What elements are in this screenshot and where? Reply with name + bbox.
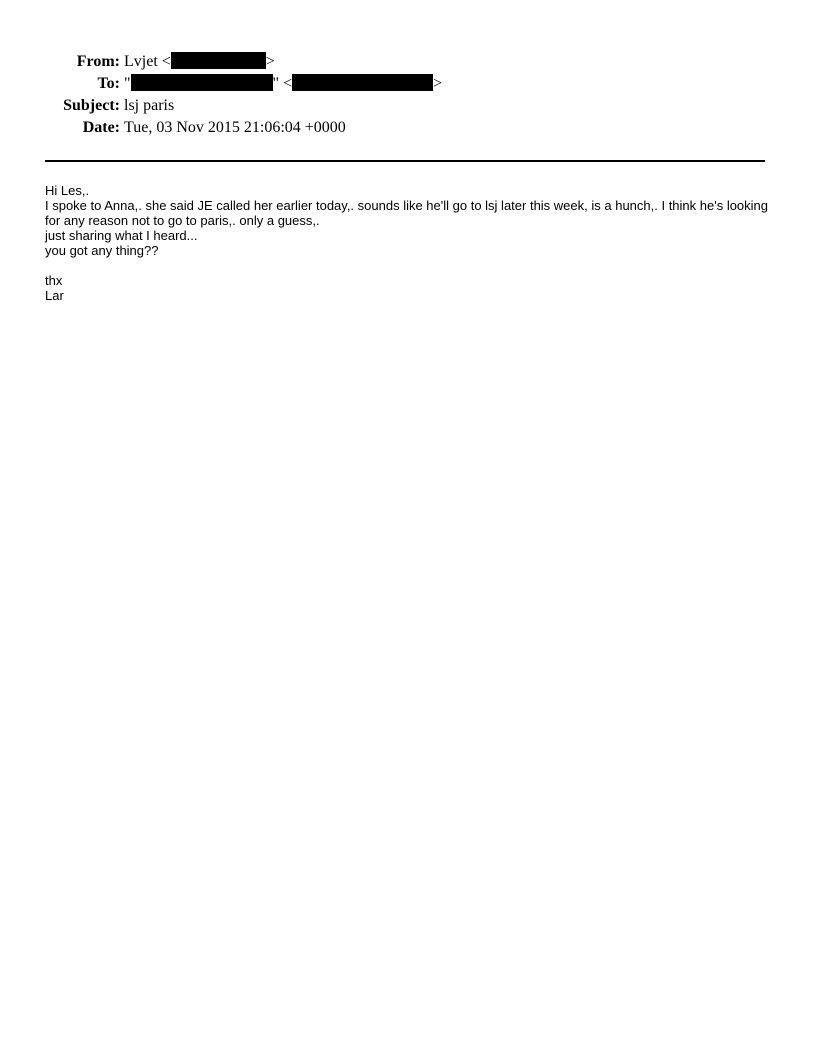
from-name: Lvjet (124, 53, 158, 70)
subject-value: lsj paris (124, 97, 175, 114)
date-row (0, 117, 816, 139)
email-body (45, 183, 775, 303)
to-quote-close: " (272, 75, 280, 92)
subject-row (0, 95, 816, 117)
to-label: To: (97, 75, 120, 92)
body-signature: Lar (45, 288, 64, 303)
header-divider (45, 160, 765, 162)
to-quote-open: " (124, 75, 131, 92)
blank-line (45, 258, 775, 273)
subject-label: Subject: (63, 97, 120, 114)
redaction-box (292, 74, 433, 91)
body-line: you got any thing?? (45, 243, 159, 258)
date-value: Tue, 03 Nov 2015 21:06:04 +0000 (124, 119, 346, 136)
redaction-box (131, 74, 273, 91)
from-bracket-close: > (265, 53, 275, 70)
to-value (124, 73, 442, 95)
body-paragraph: I spoke to Anna,. she said JE called her earlier today,. sounds like he'll go to lsj later this week, is a hunch,. I think he's looking for any reason not to go to paris,. only a guess,. (45, 198, 772, 228)
to-bracket-open: < (283, 75, 293, 92)
from-value (124, 51, 275, 73)
body-greeting: Hi Les,. (45, 183, 90, 198)
to-bracket-close: > (433, 75, 443, 92)
to-row (0, 73, 816, 95)
body-line: just sharing what I heard... (45, 228, 198, 243)
from-row (0, 51, 816, 73)
from-label: From: (76, 53, 120, 70)
redaction-box (171, 52, 266, 69)
from-bracket-open: < (161, 53, 171, 70)
date-label: Date: (82, 119, 120, 136)
body-signoff: thx (45, 273, 63, 288)
email-header (0, 51, 816, 139)
